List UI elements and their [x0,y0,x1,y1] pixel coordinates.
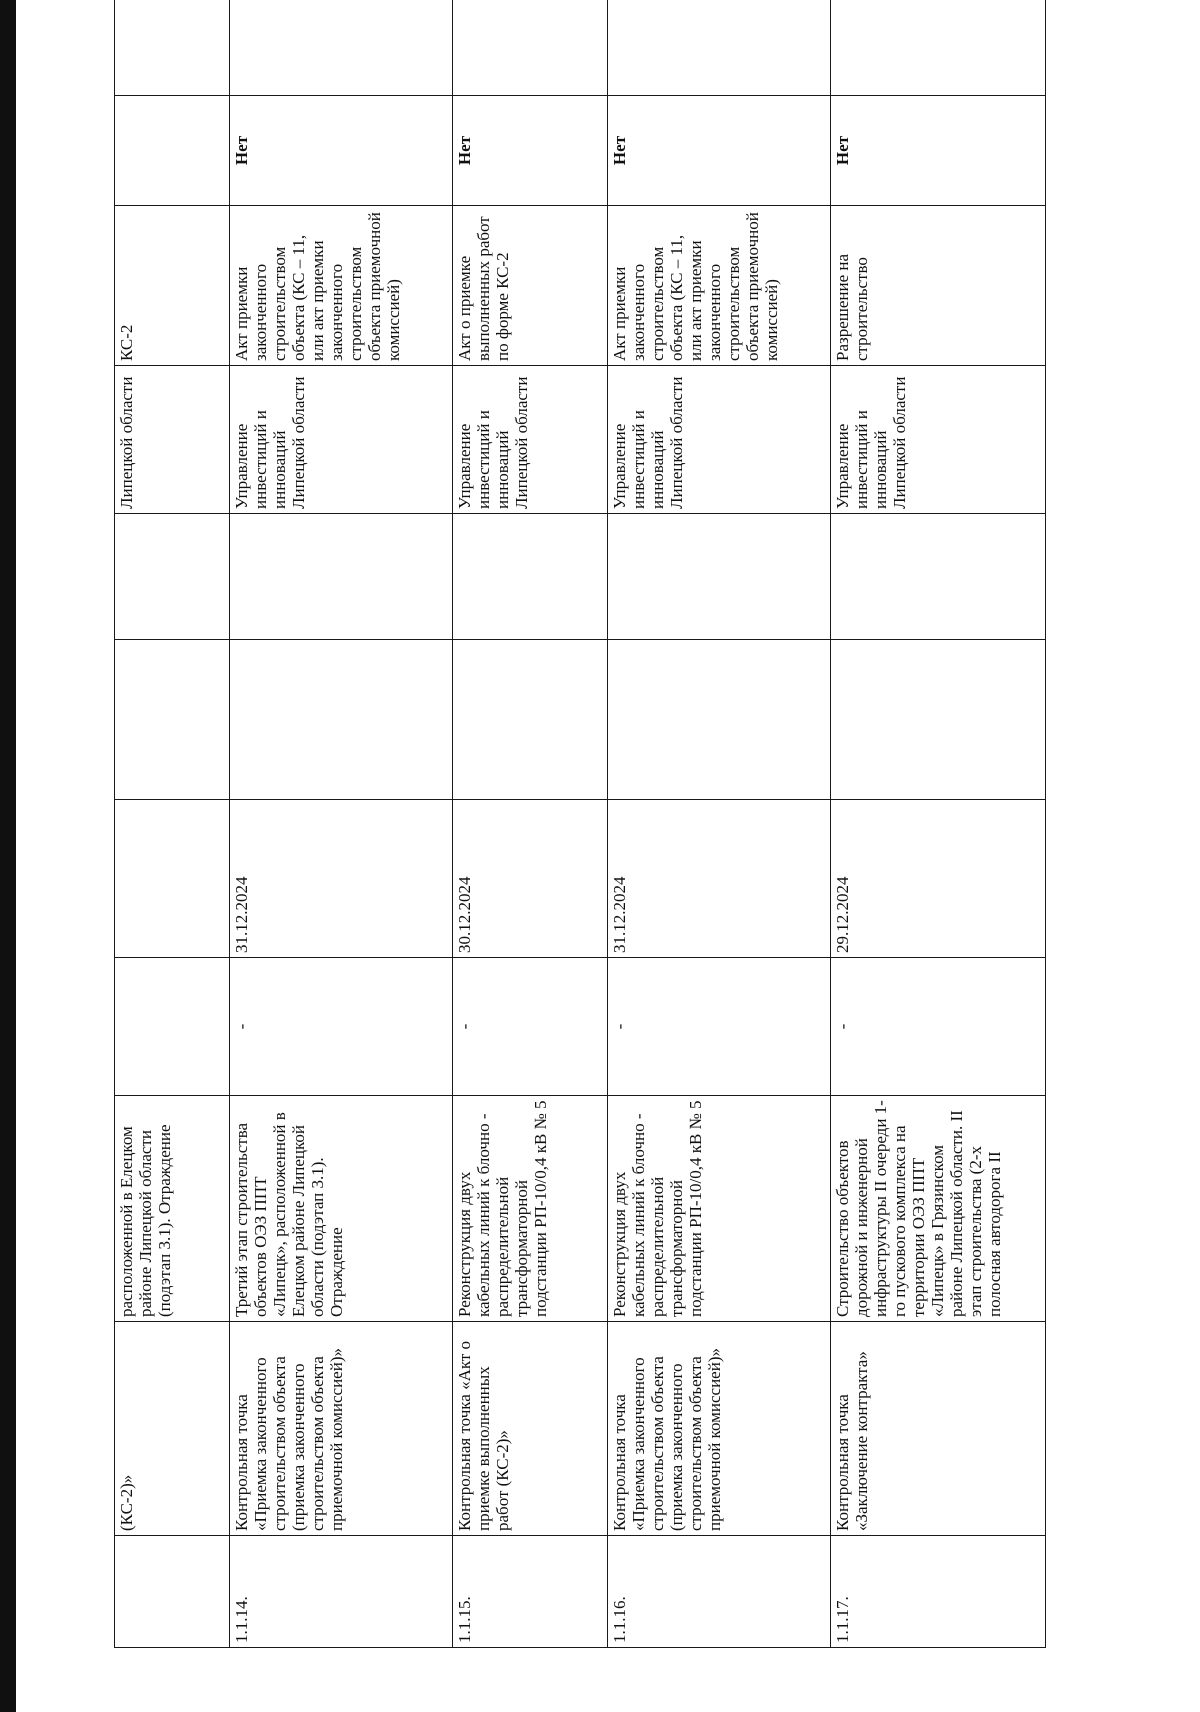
control-point-name: Контрольная точка «Приемка законченного строительством объекта (приемка законченного строительством объекта приемочной комиссией)» [608,1322,831,1536]
empty-cell [115,514,230,640]
responsible-body: Управление инвестиций и инноваций Липецкой области [831,366,1046,514]
table-row [115,0,230,1648]
start-date: - [230,958,453,1096]
control-points-table [114,0,1046,1648]
row-number: 1.1.15. [453,1536,608,1648]
end-date: 30.12.2024 [453,800,608,958]
confirming-document: Разрешение на строительство [831,206,1046,366]
table-row [230,0,453,1648]
table-row [453,0,608,1648]
confirming-document: Акт приемки законченного строительством объекта (КС – 11, или акт приемки законченного строительством объекта приемочной комиссией) [608,206,831,366]
row-number: 1.1.16. [608,1536,831,1648]
row-number: 1.1.17. [831,1536,1046,1648]
control-point-name: (КС-2)» [115,1322,230,1536]
empty-cell [453,514,608,640]
empty-cell [831,640,1046,800]
control-point-name: Контрольная точка «Акт о приемке выполненных работ (КС-2)» [453,1322,608,1536]
start-date: - [608,958,831,1096]
responsible-body: Управление инвестиций и инноваций Липецкой области [608,366,831,514]
object-description: Реконструкция двух кабельных линий к блочно - распределительной трансформаторной подстанции РП-10/0,4 кВ № 5 [453,1096,608,1322]
empty-cell [608,514,831,640]
empty-cell [115,0,230,96]
end-date: 29.12.2024 [831,800,1046,958]
end-date: 31.12.2024 [608,800,831,958]
object-description: расположенной в Елецком районе Липецкой области (подэтап 3.1). Отраждение [115,1096,230,1322]
empty-cell [453,640,608,800]
empty-cell [831,514,1046,640]
empty-cell [608,0,831,96]
row-number: 1.1.14. [230,1536,453,1648]
object-description: Реконструкция двух кабельных линий к блочно - распределительной трансформаторной подстанции РП-10/0,4 кВ № 5 [608,1096,831,1322]
empty-cell [230,514,453,640]
end-date: 31.12.2024 [230,800,453,958]
empty-cell [608,640,831,800]
flag-value: Нет [453,96,608,206]
control-point-name: Контрольная точка «Приемка законченного строительством объекта (приемка законченного строительством объекта приемочной комиссией)» [230,1322,453,1536]
row-number [115,1536,230,1648]
confirming-document: КС-2 [115,206,230,366]
empty-cell [831,0,1046,96]
flag-value: Нет [831,96,1046,206]
responsible-body: Управление инвестиций и инноваций Липецкой области [230,366,453,514]
start-date [115,958,230,1096]
object-description: Третий этап строительства объектов ОЭЗ ППТ «Липецк», расположенной в Елецком районе Липецкой области (подэтап 3.1). Отраждение [230,1096,453,1322]
flag-value: Нет [230,96,453,206]
control-point-name: Контрольная точка «Заключение контракта» [831,1322,1046,1536]
table-row [831,0,1046,1648]
responsible-body: Управление инвестиций и инноваций Липецкой области [453,366,608,514]
start-date: - [453,958,608,1096]
flag-value: Нет [608,96,831,206]
start-date: - [831,958,1046,1096]
empty-cell [230,640,453,800]
empty-cell [115,640,230,800]
confirming-document: Акт приемки законченного строительством объекта (КС – 11, или акт приемки законченного строительством объекта приемочной комиссией) [230,206,453,366]
responsible-body: Липецкой области [115,366,230,514]
confirming-document: Акт о приемке выполненных работ по форме КС-2 [453,206,608,366]
table-row [608,0,831,1648]
empty-cell [230,0,453,96]
empty-cell [453,0,608,96]
object-description: Строительство объектов дорожной и инженерной инфраструктуры II очереди 1-го пускового комплекса на территории ОЭЗ ППТ «Липецк» в Грязинском районе Липецкой области. II этап строительства (2-х полосная автодорога II [831,1096,1046,1322]
flag-value [115,96,230,206]
end-date [115,800,230,958]
